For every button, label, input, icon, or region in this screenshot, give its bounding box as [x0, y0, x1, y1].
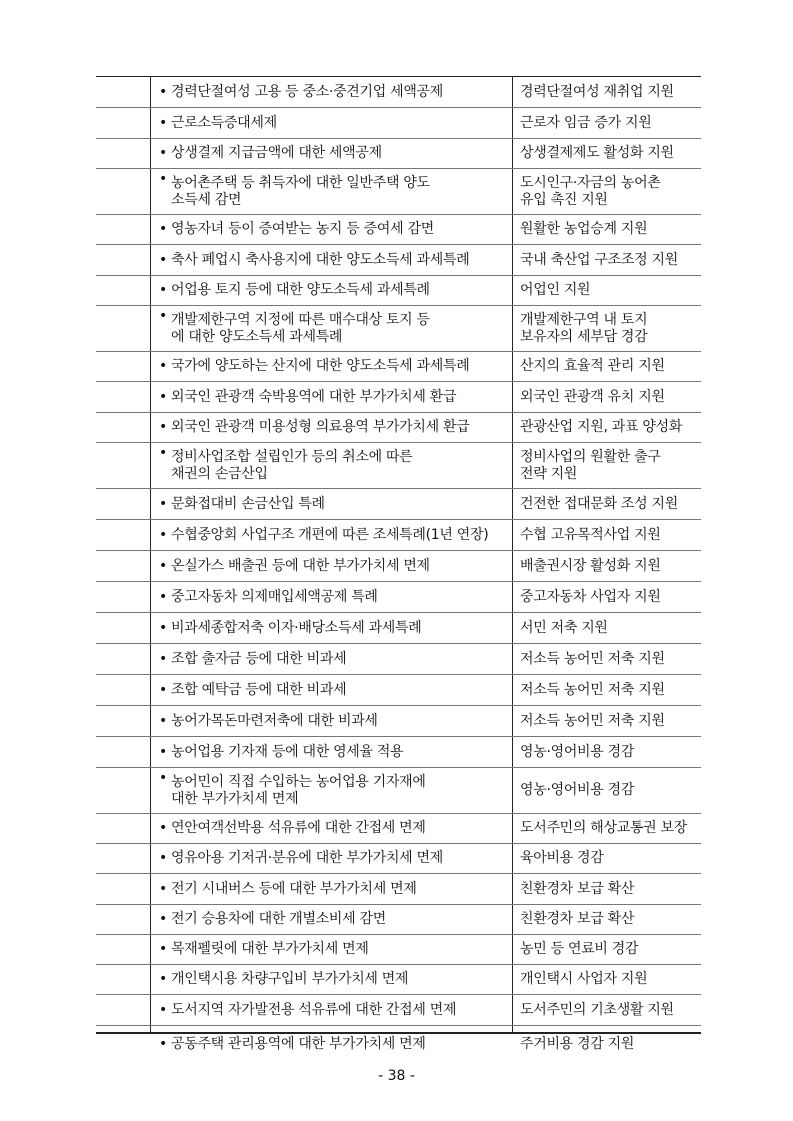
blank-category-cell [96, 965, 151, 994]
purpose-cell: 개인택시 사업자 지원 [520, 971, 648, 987]
blank-category-cell [96, 706, 151, 736]
item-cell [151, 245, 512, 275]
item-text: 정비사업조합 설립인가 등의 취소에 따른 채권의 손금산입 [171, 448, 413, 482]
blank-category-cell [96, 489, 151, 519]
item-cell [151, 108, 512, 138]
item-cell [151, 905, 512, 934]
bullet-marker: • [159, 526, 168, 543]
blank-category-cell [96, 551, 151, 581]
table-row [96, 874, 701, 905]
bullet-marker: • [159, 743, 168, 760]
item-cell [151, 613, 512, 643]
item-text: 외국인 관광객 숙박용역에 대한 부가가치세 환급 [171, 388, 457, 405]
purpose-cell: 수협 고유목적사업 지원 [520, 526, 661, 543]
blank-category-cell [96, 675, 151, 705]
item-text: 전기 승용차에 대한 개별소비세 감면 [171, 911, 386, 927]
item-text: 온실가스 배출권 등에 대한 부가가치세 면제 [171, 557, 430, 574]
bullet-marker: • [159, 850, 168, 866]
item-cell [151, 489, 512, 519]
bullet-marker: • [159, 557, 168, 574]
purpose-cell: 정비사업의 원활한 출구 전략 지원 [520, 448, 661, 482]
item-cell [151, 582, 512, 612]
item-text: 농어민이 직접 수입하는 농어업용 기자재에 대한 부가가치세 면제 [171, 773, 426, 807]
bullet-marker: • [159, 941, 168, 957]
purpose-cell: 근로자 임금 증가 지원 [520, 114, 652, 131]
table-row [96, 443, 701, 489]
bullet-marker: • [159, 770, 168, 786]
table-row [96, 644, 701, 675]
bullet-marker: • [159, 820, 168, 836]
item-text: 국가에 양도하는 산지에 대한 양도소득세 과세특례 [171, 358, 470, 374]
table-row [96, 995, 701, 1026]
item-cell [151, 706, 512, 736]
table-row [96, 613, 701, 644]
table-row [96, 245, 701, 276]
item-text: 영유아용 기저귀·분유에 대한 부가가치세 면제 [171, 850, 444, 866]
item-text: 공동주택 관리용역에 대한 부가가치세 면제 [171, 1036, 426, 1052]
blank-category-cell [96, 139, 151, 168]
bullet-marker: • [159, 388, 168, 405]
bullet-marker: • [159, 308, 168, 324]
table-row [96, 965, 701, 995]
purpose-cell: 개발제한구역 내 토지 보유자의 세부담 경감 [520, 311, 648, 345]
table-row [96, 582, 701, 613]
purpose-cell: 친환경차 보급 확산 [520, 880, 635, 897]
item-text: 축사 폐업시 축사용지에 대한 양도소득세 과세특례 [171, 251, 470, 268]
purpose-cell: 도시인구·자금의 농어촌 유입 촉진 지원 [520, 174, 661, 208]
purpose-cell: 저소득 농어민 저축 지원 [520, 681, 665, 698]
blank-category-cell [96, 352, 151, 381]
item-cell [151, 520, 512, 550]
table-row [96, 814, 701, 844]
purpose-cell: 관광산업 지원, 과표 양성화 [520, 419, 683, 435]
item-text: 비과세종합저축 이자·배당소득세 과세특례 [171, 619, 422, 636]
purpose-cell: 외국인 관광객 유치 지원 [520, 388, 665, 405]
item-text: 전기 시내버스 등에 대한 부가가치세 면제 [171, 880, 417, 897]
item-cell [151, 443, 512, 488]
purpose-cell: 국내 축산업 구조조정 지원 [520, 251, 678, 268]
bullet-marker: • [159, 445, 168, 461]
item-cell [151, 276, 512, 305]
bullet-marker: • [159, 171, 168, 187]
blank-category-cell [96, 520, 151, 550]
bullet-marker: • [159, 971, 168, 987]
item-cell [151, 77, 512, 107]
item-text: 외국인 관광객 미용성형 의료용역 부가가치세 환급 [171, 419, 470, 435]
item-text: 문화접대비 손금산입 특례 [171, 495, 325, 512]
blank-category-cell [96, 77, 151, 107]
purpose-cell: 저소득 농어민 저축 지원 [520, 650, 665, 667]
item-cell [151, 935, 512, 964]
blank-category-cell [96, 905, 151, 934]
item-cell [151, 768, 512, 813]
item-text: 도서지역 자가발전용 석유류에 대한 간접세 면제 [171, 1001, 457, 1018]
item-text: 농어업용 기자재 등에 대한 영세율 적용 [171, 743, 404, 760]
bullet-marker: • [159, 650, 168, 667]
item-cell [151, 995, 512, 1025]
blank-category-cell [96, 108, 151, 138]
item-text: 중고자동차 의제매입세액공제 특례 [171, 588, 378, 605]
purpose-cell: 산지의 효율적 관리 지원 [520, 358, 665, 374]
blank-category-cell [96, 413, 151, 442]
blank-category-cell [96, 169, 151, 214]
bullet-marker: • [159, 114, 168, 131]
bullet-marker: • [159, 358, 168, 374]
item-text: 개발제한구역 지정에 따른 매수대상 토지 등 에 대한 양도소득세 과세특례 [171, 311, 430, 345]
table-row [96, 905, 701, 935]
bullet-marker: • [159, 681, 168, 698]
purpose-cell: 영농·영어비용 경감 [520, 782, 635, 798]
item-text: 개인택시용 차량구입비 부가가치세 면제 [171, 971, 409, 987]
item-text: 농어가목돈마련저축에 대한 비과세 [171, 712, 378, 729]
bullet-marker: • [159, 619, 168, 636]
bullet-marker: • [159, 1036, 168, 1052]
purpose-cell: 건전한 접대문화 조성 지원 [520, 495, 678, 512]
item-cell [151, 382, 512, 412]
blank-category-cell [96, 768, 151, 813]
item-cell [151, 814, 512, 843]
bullet-marker: • [159, 221, 168, 237]
blank-category-cell [96, 613, 151, 643]
table-row [96, 551, 701, 582]
item-cell [151, 644, 512, 674]
bullet-marker: • [159, 419, 168, 435]
purpose-cell: 중고자동차 사업자 지원 [520, 588, 661, 605]
table-row [96, 489, 701, 520]
table-row [96, 768, 701, 814]
table-row [96, 77, 701, 108]
item-text: 목재펠릿에 대한 부가가치세 면제 [171, 941, 369, 957]
purpose-cell: 도서주민의 기초생활 지원 [520, 1001, 674, 1018]
purpose-cell: 친환경차 보급 확산 [520, 911, 635, 927]
table-row [96, 276, 701, 306]
table-row [96, 352, 701, 382]
purpose-cell: 원활한 농업승계 지원 [520, 221, 648, 237]
table-row [96, 108, 701, 139]
table-row [96, 139, 701, 169]
purpose-cell: 주거비용 경감 지원 [520, 1036, 635, 1052]
item-cell [151, 413, 512, 442]
blank-category-cell [96, 995, 151, 1025]
purpose-cell: 어업인 지원 [520, 282, 591, 298]
purpose-cell: 농민 등 연료비 경감 [520, 941, 639, 957]
page-number: - 38 - [378, 1068, 415, 1084]
blank-category-cell [96, 276, 151, 305]
item-cell [151, 215, 512, 244]
item-text: 조합 예탁금 등에 대한 비과세 [171, 681, 347, 698]
item-cell [151, 551, 512, 581]
blank-category-cell [96, 215, 151, 244]
purpose-cell: 배출권시장 활성화 지원 [520, 557, 661, 574]
table-row [96, 737, 701, 768]
item-text: 영농자녀 등이 증여받는 농지 등 증여세 감면 [171, 221, 434, 237]
table-bottom-rule [96, 1032, 701, 1034]
blank-category-cell [96, 644, 151, 674]
blank-category-cell [96, 844, 151, 873]
table-row [96, 306, 701, 352]
item-text: 경력단절여성 고용 등 중소·중견기업 세액공제 [171, 83, 444, 100]
purpose-cell: 상생결제제도 활성화 지원 [520, 145, 674, 161]
table-row [96, 675, 701, 706]
item-text: 연안여객선박용 석유류에 대한 간접세 면제 [171, 820, 426, 836]
purpose-cell: 서민 저축 지원 [520, 619, 608, 636]
blank-category-cell [96, 382, 151, 412]
table-row [96, 844, 701, 874]
item-text: 조합 출자금 등에 대한 비과세 [171, 650, 347, 667]
item-cell [151, 874, 512, 904]
bullet-marker: • [159, 495, 168, 512]
table-row [96, 935, 701, 965]
item-cell [151, 844, 512, 873]
table-row [96, 382, 701, 413]
item-cell [151, 169, 512, 214]
item-text: 수협중앙회 사업구조 개편에 따른 조세특례(1년 연장) [171, 526, 489, 543]
blank-category-cell [96, 737, 151, 767]
purpose-cell: 저소득 농어민 저축 지원 [520, 712, 665, 729]
item-text: 어업용 토지 등에 대한 양도소득세 과세특례 [171, 282, 430, 298]
bullet-marker: • [159, 251, 168, 268]
table-row [96, 520, 701, 551]
item-cell [151, 352, 512, 381]
bullet-marker: • [159, 145, 168, 161]
purpose-cell: 경력단절여성 재취업 지원 [520, 83, 674, 100]
blank-category-cell [96, 582, 151, 612]
item-cell [151, 675, 512, 705]
bullet-marker: • [159, 282, 168, 298]
bullet-marker: • [159, 588, 168, 605]
item-cell [151, 737, 512, 767]
table-rows [96, 77, 701, 1063]
blank-category-cell [96, 874, 151, 904]
bullet-marker: • [159, 83, 168, 100]
item-text: 상생결제 지급금액에 대한 세액공제 [171, 145, 382, 161]
blank-category-cell [96, 306, 151, 351]
table-row [96, 169, 701, 215]
table-row [96, 413, 701, 443]
item-cell [151, 965, 512, 994]
purpose-cell: 육아비용 경감 [520, 850, 604, 866]
blank-category-cell [96, 443, 151, 488]
item-cell [151, 306, 512, 351]
bullet-marker: • [159, 880, 168, 897]
purpose-cell: 도서주민의 해상교통권 보장 [520, 820, 687, 836]
item-text: 농어촌주택 등 취득자에 대한 일반주택 양도 소득세 감면 [171, 174, 430, 208]
bullet-marker: • [159, 712, 168, 729]
blank-category-cell [96, 935, 151, 964]
item-text: 근로소득증대세제 [171, 114, 277, 131]
item-cell [151, 139, 512, 168]
bullet-marker: • [159, 911, 168, 927]
blank-category-cell [96, 814, 151, 843]
bullet-marker: • [159, 1001, 168, 1018]
table-row [96, 215, 701, 245]
table-row [96, 706, 701, 737]
purpose-cell: 영농·영어비용 경감 [520, 743, 635, 760]
blank-category-cell [96, 245, 151, 275]
